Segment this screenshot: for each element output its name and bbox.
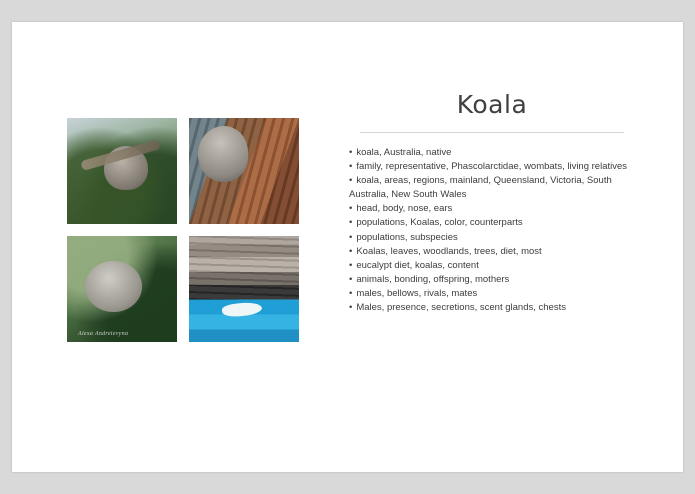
list-item-text: animals, bonding, offspring, mothers xyxy=(356,273,510,285)
list-item-text: head, body, nose, ears xyxy=(356,203,453,215)
bullet-marker: • xyxy=(349,273,353,285)
list-item xyxy=(349,174,639,202)
bullet-marker: • xyxy=(349,245,353,257)
list-item-text: populations, subspecies xyxy=(356,231,458,243)
page-title: Koala xyxy=(456,90,528,119)
list-item xyxy=(349,146,639,160)
bullet-marker: • xyxy=(349,175,353,187)
list-item xyxy=(349,287,639,301)
list-item xyxy=(349,301,639,315)
koala-on-branch-photo xyxy=(67,118,177,224)
bullet-marker: • xyxy=(349,217,353,229)
list-item-text: koala, areas, regions, mainland, Queensland, Victoria, South Australia, New South Wales xyxy=(349,175,612,201)
koala-sleeping-in-foliage-photo xyxy=(67,236,177,342)
koala-shape xyxy=(104,146,148,191)
bullet-marker: • xyxy=(349,287,353,299)
rock-ledge-over-water-photo xyxy=(189,236,299,342)
bullet-list xyxy=(349,146,639,315)
water-highlight xyxy=(221,301,262,318)
list-item-text: eucalypt diet, koalas, content xyxy=(356,259,479,271)
bullet-marker: • xyxy=(349,231,353,243)
title-divider xyxy=(360,132,624,133)
list-item-text: populations, Koalas, color, counterparts xyxy=(356,217,523,229)
list-item xyxy=(349,273,639,287)
image-grid xyxy=(67,118,299,352)
bullet-marker: • xyxy=(349,203,353,215)
koala-shape xyxy=(198,126,249,181)
list-item-text: koala, Australia, native xyxy=(356,147,452,158)
slide-canvas xyxy=(12,22,683,472)
koala-on-red-bark-photo xyxy=(189,118,299,224)
photo-credit: Alexa Andreievyna xyxy=(78,330,129,337)
list-item-text: Males, presence, secretions, scent glands, chests xyxy=(356,302,566,314)
list-item xyxy=(349,160,639,174)
list-item xyxy=(349,231,639,245)
bullet-marker: • xyxy=(349,147,353,158)
bullet-marker: • xyxy=(349,161,353,173)
bullet-marker: • xyxy=(349,302,353,314)
list-item xyxy=(349,216,639,230)
list-item-text: males, bellows, rivals, mates xyxy=(356,287,478,299)
slide-content xyxy=(12,22,683,472)
list-item xyxy=(349,245,639,259)
list-item-text: family, representative, Phascolarctidae, wombats, living relatives xyxy=(356,161,628,173)
list-item xyxy=(349,259,639,273)
koala-shape xyxy=(85,261,142,312)
bullet-marker: • xyxy=(349,259,353,271)
list-item xyxy=(349,202,639,216)
list-item-text: Koalas, leaves, woodlands, trees, diet, most xyxy=(356,245,542,257)
